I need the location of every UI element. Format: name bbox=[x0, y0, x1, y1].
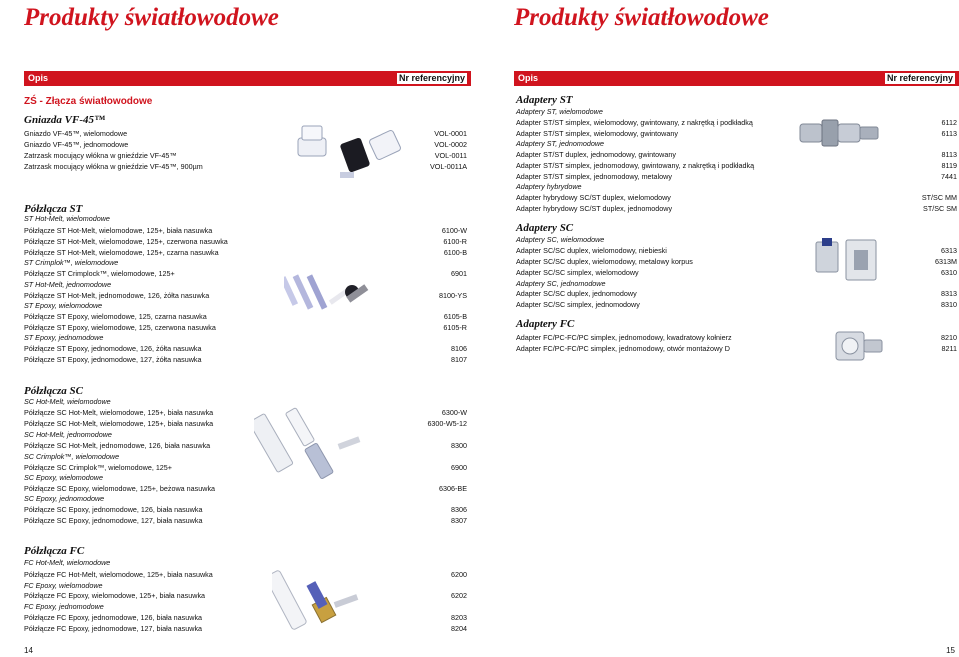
product-description: Półzłącze FC Epoxy, jednomodowe, 126, biała nasuwka bbox=[24, 613, 203, 622]
fc-adapter-image bbox=[828, 326, 888, 370]
product-description: Półzłącze ST Hot-Melt, wielomodowe, 125+, czerwona nasuwka bbox=[24, 237, 228, 246]
product-description: Adapter SC/SC simplex, wielomodowy bbox=[516, 268, 639, 277]
product-description: Półzłącze SC Hot-Melt, jednomodowe, 126, biała nasuwka bbox=[24, 441, 211, 450]
product-description: Półzłącze SC Hot-Melt, wielomodowe, 125+, biała nasuwka bbox=[24, 419, 214, 428]
section-heading: Gniazda VF-45™ bbox=[24, 114, 105, 126]
product-description: Adapter hybrydowy SC/ST duplex, jednomodowy bbox=[516, 204, 673, 213]
subsection-label: SC Epoxy, wielomodowe bbox=[24, 473, 103, 482]
fc-connector-image bbox=[272, 560, 372, 648]
product-description: Adapter ST/ST simplex, jednomodowy, metalowy bbox=[516, 172, 672, 181]
subsection-label: FC Epoxy, wielomodowe bbox=[24, 581, 103, 590]
reference-number: 8100-YS bbox=[439, 291, 467, 300]
product-description: Adapter ST/ST simplex, jednomodowy, gwintowany, z nakrętką i podkładką bbox=[516, 161, 755, 170]
product-description: Półzłącze SC Epoxy, jednomodowe, 127, biała nasuwka bbox=[24, 516, 203, 525]
vf45-socket-image bbox=[292, 120, 407, 186]
reference-number: 8211 bbox=[941, 344, 957, 353]
reference-number: 6306-BE bbox=[439, 484, 467, 493]
sc-connector-image bbox=[254, 400, 374, 500]
product-description: Zatrzask mocujący włókna w gnieździe VF-45™, 900µm bbox=[24, 162, 203, 171]
subsection-label: ST Epoxy, wielomodowe bbox=[24, 301, 103, 310]
subsection-label: Adaptery SC, jednomodowe bbox=[516, 279, 606, 288]
page-number-left: 14 bbox=[24, 646, 33, 655]
product-description: Gniazdo VF-45™, jednomodowe bbox=[24, 140, 129, 149]
reference-number: VOL-0011 bbox=[434, 151, 467, 160]
reference-number: 8106 bbox=[451, 344, 467, 353]
subsection-label: SC Epoxy, jednomodowe bbox=[24, 494, 105, 503]
product-description: Adapter ST/ST simplex, wielomodowy, gwintowany, z nakrętką i podkładką bbox=[516, 118, 753, 127]
section-heading: Półzłącza ST bbox=[24, 203, 83, 215]
reference-number: 6105-B bbox=[443, 312, 467, 321]
subsection-label: Adaptery ST, wielomodowe bbox=[516, 107, 603, 116]
page-title-left: Produkty światłowodowe bbox=[24, 4, 279, 31]
product-description: Adapter SC/SC duplex, jednomodowy bbox=[516, 289, 637, 298]
product-description: Półzłącze ST Crimplock™, wielomodowe, 125+ bbox=[24, 269, 175, 278]
reference-number: 8313 bbox=[941, 289, 957, 298]
product-description: Półzłącze ST Hot-Melt, wielomodowe, 125+, czarna nasuwka bbox=[24, 248, 219, 257]
header-opis: Opis bbox=[28, 73, 49, 83]
reference-number: 8310 bbox=[941, 300, 957, 309]
reference-number: 8204 bbox=[451, 624, 467, 633]
product-description: Półzłącze ST Epoxy, wielomodowe, 125, czarna nasuwka bbox=[24, 312, 207, 321]
reference-number: 6200 bbox=[451, 570, 467, 579]
reference-number: 8210 bbox=[941, 333, 957, 342]
subsection-label: FC Epoxy, jednomodowe bbox=[24, 602, 104, 611]
subsection-label: ST Crimplok™, wielomodowe bbox=[24, 258, 119, 267]
product-description: Gniazdo VF-45™, wielomodowe bbox=[24, 129, 128, 138]
product-description: Półzłącze FC Hot-Melt, wielomodowe, 125+, biała nasuwka bbox=[24, 570, 213, 579]
reference-number: VOL-0011A bbox=[429, 162, 467, 171]
subsection-label: Adaptery ST, jednomodowe bbox=[516, 139, 605, 148]
reference-number: 6300-W5-12 bbox=[427, 419, 467, 428]
reference-number: ST/SC MM bbox=[921, 193, 957, 202]
section-heading: Adaptery FC bbox=[516, 318, 575, 330]
st-adapter-image bbox=[796, 116, 882, 150]
reference-number: VOL-0001 bbox=[434, 129, 467, 138]
st-connector-image bbox=[284, 268, 379, 314]
subsection-label: Adaptery hybrydowe bbox=[516, 182, 582, 191]
reference-number: 6100-W bbox=[441, 226, 467, 235]
reference-number: 8307 bbox=[451, 516, 467, 525]
product-description: Półzłącze FC Epoxy, jednomodowe, 127, biała nasuwka bbox=[24, 624, 203, 633]
reference-number: 8300 bbox=[451, 441, 467, 450]
reference-number: 8306 bbox=[451, 505, 467, 514]
reference-number: 6310 bbox=[941, 268, 957, 277]
product-description: Adapter ST/ST duplex, jednomodowy, gwintowany bbox=[516, 150, 676, 159]
reference-number: 6105-R bbox=[443, 323, 467, 332]
product-description: Półzłącze SC Epoxy, jednomodowe, 126, biała nasuwka bbox=[24, 505, 203, 514]
header-opis: Opis bbox=[518, 73, 539, 83]
reference-number: 6900 bbox=[451, 463, 467, 472]
page-title-right: Produkty światłowodowe bbox=[514, 4, 769, 31]
product-description: Adapter FC/PC-FC/PC simplex, jednomodowy, otwór montażowy D bbox=[516, 344, 730, 353]
reference-number: ST/SC SM bbox=[923, 204, 957, 213]
sc-adapter-image bbox=[810, 232, 890, 296]
reference-number: 6202 bbox=[451, 591, 467, 600]
table-header-right bbox=[514, 71, 959, 86]
section-heading: Półzłącza FC bbox=[24, 545, 85, 557]
product-description: Zatrzask mocujący włókna w gnieździe VF-45™ bbox=[24, 151, 177, 160]
reference-number: 7441 bbox=[941, 172, 957, 181]
product-description: Adapter hybrydowy SC/ST duplex, wielomodowy bbox=[516, 193, 671, 202]
section-heading: Adaptery SC bbox=[516, 222, 574, 234]
product-description: Adapter FC/PC-FC/PC simplex, jednomodowy, kwadratowy kołnierz bbox=[516, 333, 732, 342]
product-description: Półzłącze ST Hot-Melt, wielomodowe, 125+, biała nasuwka bbox=[24, 226, 213, 235]
product-description: Półzłącze ST Epoxy, jednomodowe, 127, żółta nasuwka bbox=[24, 355, 202, 364]
subsection-label: ST Epoxy, jednomodowe bbox=[24, 333, 104, 342]
reference-number: 6112 bbox=[941, 118, 957, 127]
page-number-right: 15 bbox=[946, 646, 955, 655]
subsection-label: Adaptery SC, wielomodowe bbox=[516, 235, 605, 244]
product-description: Półzłącze SC Epoxy, wielomodowe, 125+, beżowa nasuwka bbox=[24, 484, 216, 493]
product-description: Adapter ST/ST simplex, wielomodowy, gwintowany bbox=[516, 129, 678, 138]
reference-number: 6100-B bbox=[443, 248, 467, 257]
subsection-label: SC Hot-Melt, wielomodowe bbox=[24, 397, 111, 406]
header-nr-referencyjny: Nr referencyjny bbox=[886, 73, 953, 83]
subsection-label: FC Hot-Melt, wielomodowe bbox=[24, 558, 111, 567]
product-description: Półzłącze SC Hot-Melt, wielomodowe, 125+, biała nasuwka bbox=[24, 408, 214, 417]
product-description: Półzłącze SC Crimplok™, wielomodowe, 125+ bbox=[24, 463, 173, 472]
subsection-label: SC Hot-Melt, jednomodowe bbox=[24, 430, 112, 439]
reference-number: 6300-W bbox=[441, 408, 467, 417]
header-nr-referencyjny: Nr referencyjny bbox=[398, 73, 465, 83]
reference-number: 6901 bbox=[451, 269, 467, 278]
table-header-left bbox=[24, 71, 471, 86]
reference-number: VOL-0002 bbox=[434, 140, 467, 149]
product-description: Adapter SC/SC duplex, wielomodowy, niebieski bbox=[516, 246, 667, 255]
section-heading: Adaptery ST bbox=[516, 94, 573, 106]
reference-number: 8203 bbox=[451, 613, 467, 622]
subsection-label: ST Hot-Melt, jednomodowe bbox=[24, 280, 112, 289]
reference-number: 8119 bbox=[941, 161, 957, 170]
product-description: Adapter SC/SC simplex, jednomodowy bbox=[516, 300, 640, 309]
reference-number: 6313M bbox=[935, 257, 957, 266]
product-description: Półzłącze ST Epoxy, wielomodowe, 125, czerwona nasuwka bbox=[24, 323, 216, 332]
product-description: Półzłącze ST Hot-Melt, jednomodowe, 126, żółta nasuwka bbox=[24, 291, 210, 300]
subsection-label: ST Hot-Melt, wielomodowe bbox=[24, 214, 110, 223]
product-description: Półzłącze FC Epoxy, wielomodowe, 125+, biała nasuwka bbox=[24, 591, 206, 600]
product-description: Półzłącze ST Epoxy, jednomodowe, 126, żółta nasuwka bbox=[24, 344, 202, 353]
product-description: Adapter SC/SC duplex, wielomodowy, metalowy korpus bbox=[516, 257, 693, 266]
reference-number: 8107 bbox=[451, 355, 467, 364]
section-subtitle: ZŚ - Złącza światłowodowe bbox=[24, 96, 153, 107]
subsection-label: SC Crimplok™, wielomodowe bbox=[24, 452, 120, 461]
section-heading: Półzłącza SC bbox=[24, 385, 83, 397]
reference-number: 8113 bbox=[941, 150, 957, 159]
reference-number: 6313 bbox=[941, 246, 957, 255]
reference-number: 6113 bbox=[941, 129, 957, 138]
reference-number: 6100-R bbox=[443, 237, 467, 246]
